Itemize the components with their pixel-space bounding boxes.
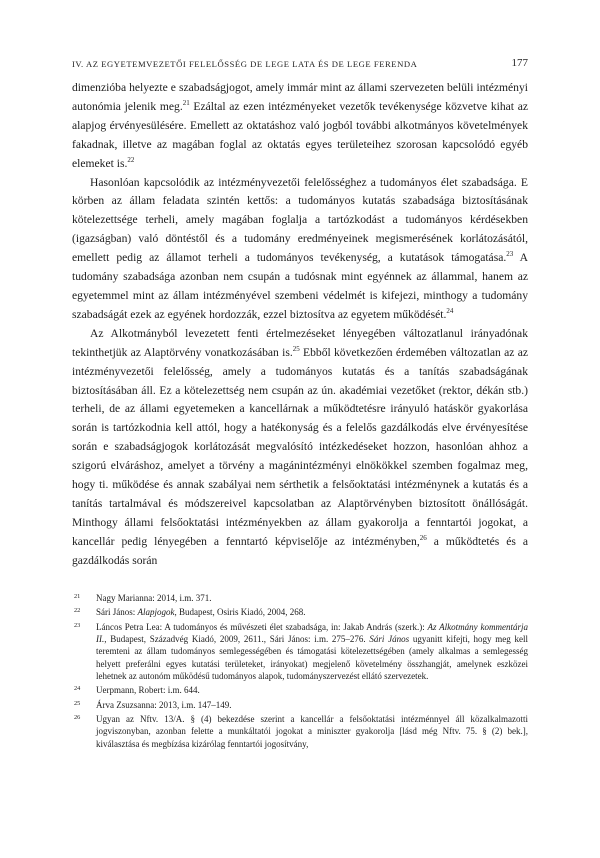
text-run: Láncos Petra Lea: A tudományos és művészeti élet szabadsága, in: Jakab András (szerk.): [96, 621, 428, 632]
text-run: Uerpmann, Robert: i.m. 644. [96, 685, 200, 696]
text-run: ugyanitt kifejti, hogy meg kell teremteni az állam tudományos semlegességében és támogatási kötelezettségében (amely alkalmas a semlegesség helyett preferálni egyes kutatási területeket, irányokat) megjelenő követelmény összhangját, amelynek eszközei lehetnek az autonóm működésű tudományos alapok, tudományszervezést ellátó szervezetek. [96, 634, 529, 681]
footnote [72, 592, 528, 604]
footnote-number: 25 [74, 699, 81, 707]
text-run: Ebből következően érdemében változatlan az az intézményvezetői felelősség, amely a tudományos kutatás és a tanítás szabadságának biztosításában áll. Ez a kötelezettség nem csupán az ún. akadémiai vezetőket (rektor, dékán stb.) terheli, de az állami egyetemeken a kancellárnak a működtetésre irányuló hatáskör gyakorlása során is tartózkodnia kell attól, hogy a hatékonyság és a felelős gazdálkodás elve érvényesítése során e szabadságjogok korlátozását megvalósító intézkedéseket hozzon, hasonlóan ahhoz a szigorú elváráshoz, amelyet a törvény a magánintézményi elnökökkel szemben fogalmaz meg, hogy ti. működése és annak szabályai nem sérthetik a felsőoktatási intézménynek a kutatás és a tanítás tartalmával és módszereivel kapcsolatban az Alaptörvényben biztosított önállóságát. Minthogy állami felsőoktatási intézményekben az állam gyakorolja a fenntartói jogokat, a kancellár pedig lényegében a fenntartó képviselője az intézményben, [72, 345, 528, 548]
footnote-reference: 24 [446, 307, 454, 316]
footnote-number: 26 [74, 714, 81, 722]
footnote-reference: 26 [419, 533, 427, 542]
page-number: 177 [511, 57, 528, 69]
text-run: Nagy Marianna: 2014, i.m. 371. [96, 593, 212, 603]
footnote [72, 621, 528, 682]
running-title: IV. AZ EGYETEMVEZETŐI FELELŐSSÉG DE LEGE LATA ÉS DE LEGE FERENDA [72, 59, 418, 69]
text-run: Hasonlóan kapcsolódik az intézményvezetői felelősséghez a tudományos élet szabadsága. E körben az állam feladata szintén kettős: a tudományos kutatás szabadsága biztosításának kötelezettsége terheli, amely magában foglalja a tartózkodást a tudományos kérdésekben (igazságban) való döntéstől és a tudomány eredményeinek megismerésének korlátozásától, emellett pedig az államot terheli a tudományos tevékenység, a kutatások támogatása. [72, 175, 528, 265]
paragraph [72, 325, 528, 571]
text-run: Árva Zsuzsanna: 2013, i.m. 147–149. [96, 699, 232, 710]
italic-text: Sári János [369, 634, 410, 645]
footnote-reference: 23 [506, 250, 514, 259]
running-head [72, 58, 528, 72]
footnote-number: 24 [74, 685, 81, 693]
paragraph [72, 174, 528, 325]
italic-text: Alapjogok [137, 607, 175, 618]
footnote-reference: 21 [182, 99, 190, 108]
text-run: dimenzióba helyezte e szabadságjogot, amely immár mint az állami szervezeten belüli intézményi autonómia jelenik meg. [72, 81, 528, 113]
footnote [72, 606, 528, 618]
footnote-number: 22 [74, 607, 81, 615]
text-run: Ugyan az Nftv. 13/A. § (4) bekezdése szerint a kancellár a felsőoktatási intézménnyel áll közalkalmazotti jogviszonyban, azonban felette a munkáltatói jogokat a miniszter gyakorolja [lásd még Nftv. 75. § (2) bek.], kiválasztása és megbízása kizárólag fenntartói jogosítvány, [96, 714, 528, 749]
text-run: , Budapest, Századvég Kiadó, 2009, 2611., Sári János: i.m. 275–276. [104, 634, 370, 645]
footnote [72, 684, 528, 696]
footnote-number: 21 [74, 593, 81, 600]
footnote-reference: 22 [127, 155, 135, 164]
text-run: a működtetés és a gazdálkodás során [72, 534, 529, 567]
footnote [72, 713, 528, 750]
text-run: Ezáltal az ezen intézményeket vezetők tevékenysége közvetve kihat az alapjog érvényesülésére. Emellett az oktatáshoz való jogból további alkotmányos követelmények fakadnak, illetve az magában foglal az oktatás egyes területeihez szorosan kapcsolódó egyéb elemeket is. [72, 99, 528, 170]
footnote-number: 23 [74, 621, 81, 629]
text-run: Sári János: [96, 607, 138, 618]
paragraph [72, 79, 528, 174]
footnote [72, 699, 528, 711]
italic-text: Az Alkotmány kommentárja II. [96, 621, 528, 645]
text-run: , Budapest, Osiris Kiadó, 2004, 268. [174, 607, 306, 618]
footnote-reference: 25 [292, 344, 300, 353]
body-text [72, 79, 528, 571]
text-run: A tudomány szabadsága azonban nem csupán a tudósnak mint egyénnek az állammal, hanem az egyetemmel mint az állam intézményével szembeni védelmét is kifejezi, minthogy a tudomány szabadságát ezek az egyének hordozzák, ezzel biztosítva az egyetem működését. [72, 251, 528, 321]
footnotes [72, 592, 528, 752]
text-run: Az Alkotmányból levezetett fenti értelmezéseket lényegében változatlanul irányadónak tekinthetjük az Alaptörvény vonatkozásában is. [72, 326, 528, 359]
